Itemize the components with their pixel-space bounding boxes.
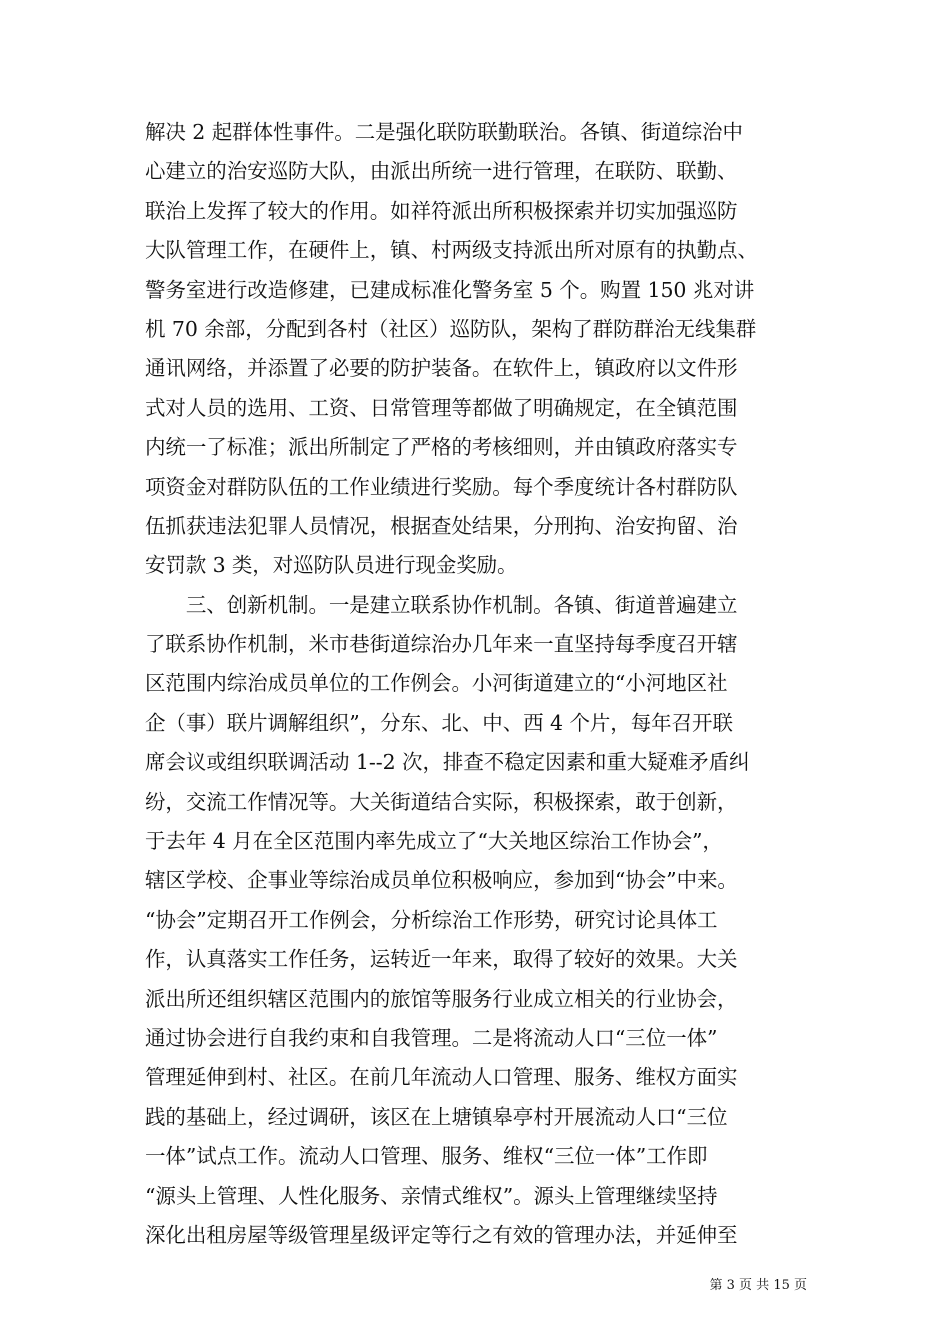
text-line: “源头上管理、人性化服务、亲情式维权”。源头上管理继续坚持 [145,1183,718,1208]
text-line: 机 70 余部，分配到各村（社区）巡防队，架构了群防群治无线集群 [145,316,757,341]
text-line: 区范围内综治成员单位的工作例会。小河街道建立的“小河地区社 [145,671,728,696]
text-line: 警务室进行改造修建，已建成标准化警务室 5 个。购置 150 兆对讲 [145,277,755,302]
text-line: 企（事）联片调解组织”，分东、北、中、西 4 个片，每年召开联 [145,710,733,735]
text-line: 深化出租房屋等级管理星级评定等行之有效的管理办法，并延伸至 [145,1222,738,1247]
text-line: 联治上发挥了较大的作用。如祥符派出所积极探索并切实加强巡防 [145,198,738,223]
text-line: 派出所还组织辖区范围内的旅馆等服务行业成立相关的行业协会， [145,986,738,1011]
text-line: 式对人员的选用、工资、日常管理等都做了明确规定，在全镇范围 [145,395,738,420]
text-line: 通讯网络，并添置了必要的防护装备。在软件上，镇政府以文件形 [145,356,738,381]
text-line: 心建立的治安巡防大队，由派出所统一进行管理，在联防、联勤、 [145,159,738,184]
text-line: 三、创新机制。一是建立联系协作机制。各镇、街道普遍建立 [145,592,738,617]
text-line: 通过协会进行自我约束和自我管理。二是将流动人口“三位一体” [145,1025,718,1050]
text-line: 于去年 4 月在全区范围内率先成立了“大关地区综治工作协会”， [145,829,723,854]
text-line: 作，认真落实工作任务，运转近一年来，取得了较好的效果。大关 [145,947,738,972]
text-line: 安罚款 3 类，对巡防队员进行现金奖励。 [145,553,518,578]
text-line: 辖区学校、企事业等综治成员单位积极响应，参加到“协会”中来。 [145,868,738,893]
body-text [145,113,810,1255]
text-line: 管理延伸到村、社区。在前几年流动人口管理、服务、维权方面实 [145,1065,738,1090]
text-line: 席会议或组织联调活动 1--2 次，排查不稳定因素和重大疑难矛盾纠 [145,750,750,775]
page-number: 第 3 页 共 15 页 [709,1278,807,1293]
text-line: 践的基础上，经过调研，该区在上塘镇皋亭村开展流动人口“三位 [145,1104,728,1129]
text-line: 了联系协作机制，米市巷街道综治办几年来一直坚持每季度召开辖 [145,632,738,657]
text-line: 纷，交流工作情况等。大关街道结合实际，积极探索，敢于创新， [145,789,738,814]
text-line: 项资金对群防队伍的工作业绩进行奖励。每个季度统计各村群防队 [145,474,738,499]
text-line: 伍抓获违法犯罪人员情况，根据查处结果，分刑拘、治安拘留、治 [145,513,738,538]
text-line: 大队管理工作，在硬件上，镇、村两级支持派出所对原有的执勤点、 [145,238,758,263]
text-line: “协会”定期召开工作例会，分析综治工作形势，研究讨论具体工 [145,907,718,932]
text-line: 解决 2 起群体性事件。二是强化联防联勤联治。各镇、街道综治中 [145,120,743,144]
text-line: 一体”试点工作。流动人口管理、服务、维权“三位一体”工作即 [145,1144,708,1169]
text-line: 内统一了标准；派出所制定了严格的考核细则，并由镇政府落实专 [145,435,738,460]
